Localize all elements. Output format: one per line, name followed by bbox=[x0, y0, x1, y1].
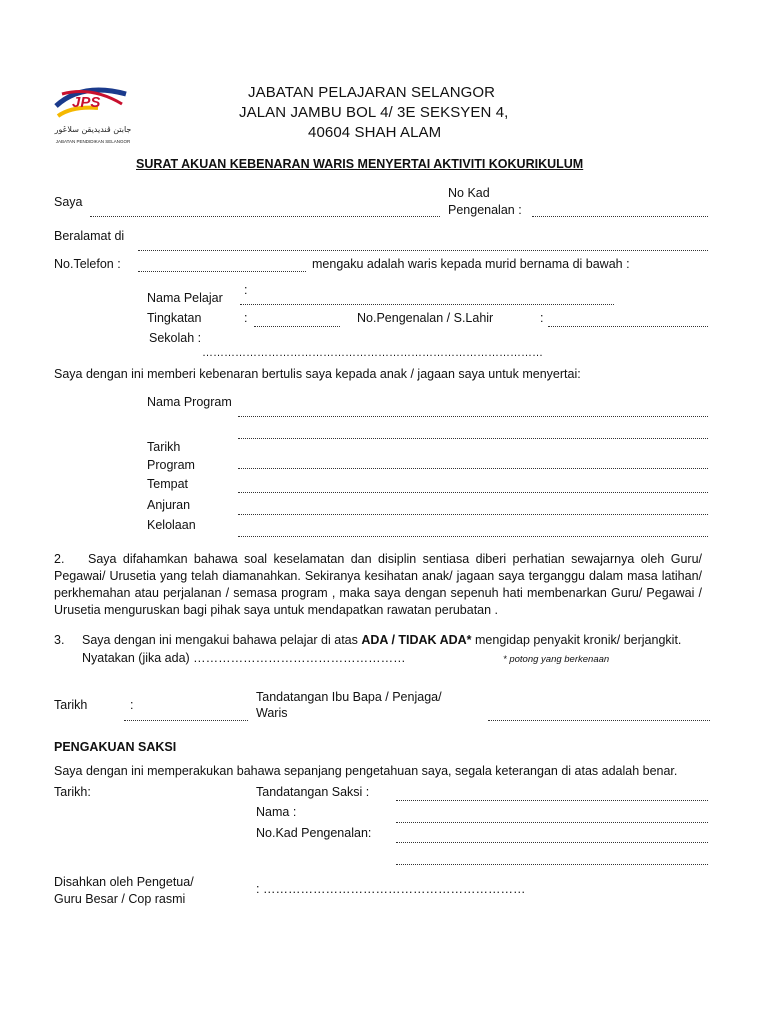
label-no-pengenalan: No.Pengenalan / S.Lahir bbox=[357, 311, 494, 325]
svg-text:جابتن ڤنديديقن سلاڠور: جابتن ڤنديديقن سلاڠور bbox=[54, 125, 132, 134]
field-alamat[interactable] bbox=[138, 250, 708, 251]
label-tandatangan-1: Tandatangan Ibu Bapa / Penjaga/ bbox=[256, 690, 442, 704]
field-kelolaan[interactable] bbox=[238, 536, 708, 537]
label-nama-program: Nama Program bbox=[147, 395, 232, 409]
label-disahkan-2: Guru Besar / Cop rasmi bbox=[54, 892, 186, 906]
field-anjuran[interactable] bbox=[238, 514, 708, 515]
field-tingkatan[interactable] bbox=[254, 326, 340, 327]
field-tandatangan-saksi[interactable] bbox=[396, 800, 708, 801]
label-witness-tarikh: Tarikh: bbox=[54, 785, 91, 799]
field-saya[interactable] bbox=[90, 216, 440, 217]
label-telefon: No.Telefon : bbox=[54, 257, 121, 271]
colon-tingkatan: : bbox=[244, 311, 248, 325]
field-no-pengenalan[interactable] bbox=[548, 326, 708, 327]
field-kad-saksi-2[interactable] bbox=[396, 864, 708, 865]
label-anjuran: Anjuran bbox=[147, 498, 191, 512]
field-sekolah[interactable]: ………………………………………………………………………………… bbox=[202, 347, 543, 359]
svg-text:JABATAN PENDIDIKAN SELANGOR: JABATAN PENDIDIKAN SELANGOR bbox=[55, 139, 131, 144]
field-nama-pelajar[interactable] bbox=[240, 304, 614, 305]
clause-2 bbox=[54, 551, 702, 619]
label-tandatangan-2: Waris bbox=[256, 706, 288, 720]
label-beralamat: Beralamat di bbox=[54, 229, 125, 243]
label-tarikh: Tarikh bbox=[54, 698, 88, 712]
header-line-1: JABATAN PELAJARAN SELANGOR bbox=[248, 84, 496, 101]
jps-logo-icon bbox=[52, 80, 134, 152]
field-tarikh-program[interactable] bbox=[238, 468, 708, 469]
clause-3-text-a: Saya dengan ini mengakui bahawa pelajar di atas bbox=[82, 633, 362, 647]
label-no-kad: No Kad bbox=[448, 186, 490, 200]
witness-text: Saya dengan ini memperakukan bahawa sepanjang pengetahuan saya, segala keterangan di atas adalah benar. bbox=[54, 764, 678, 778]
colon-nama-pelajar: : bbox=[244, 283, 248, 297]
label-nama-pelajar: Nama Pelajar bbox=[147, 291, 223, 305]
field-nama-program-1[interactable] bbox=[238, 416, 708, 417]
note-potong: * potong yang berkenaan bbox=[503, 654, 610, 665]
clause-3-text-b: mengidap penyakit kronik/ berjangkit. bbox=[471, 633, 682, 647]
field-tempat[interactable] bbox=[238, 492, 708, 493]
label-tempat: Tempat bbox=[147, 477, 188, 491]
label-pengenalan: Pengenalan : bbox=[448, 203, 522, 217]
form-title: SURAT AKUAN KEBENARAN WARIS MENYERTAI AKTIVITI KOKURIKULUM bbox=[136, 157, 584, 171]
text-consent: Saya dengan ini memberi kebenaran bertulis saya kepada anak / jagaan saya untuk menyertai: bbox=[54, 367, 581, 381]
field-disahkan[interactable]: : ……………………………………………………… bbox=[256, 882, 526, 896]
label-tarikh-program: Tarikh bbox=[147, 440, 181, 454]
label-kad-saksi: No.Kad Pengenalan: bbox=[256, 826, 372, 840]
svg-text:JPS: JPS bbox=[72, 94, 101, 111]
label-nama-saksi: Nama : bbox=[256, 805, 297, 819]
text-mengaku: mengaku adalah waris kepada murid bernama di bawah : bbox=[312, 257, 630, 271]
field-kad-saksi-1[interactable] bbox=[396, 842, 708, 843]
colon-no-pengenalan: : bbox=[540, 311, 544, 325]
clause-3-number: 3. bbox=[54, 633, 65, 647]
field-nyatakan[interactable]: Nyatakan (jika ada) …………………………………………… bbox=[82, 651, 406, 665]
witness-heading: PENGAKUAN SAKSI bbox=[54, 740, 177, 754]
header-line-2: JALAN JAMBU BOL 4/ 3E SEKSYEN 4, bbox=[239, 104, 509, 121]
field-nama-program-2[interactable] bbox=[238, 438, 708, 439]
header-line-3: 40604 SHAH ALAM bbox=[308, 124, 442, 141]
label-saya: Saya bbox=[54, 195, 83, 209]
field-nama-saksi[interactable] bbox=[396, 822, 708, 823]
label-tingkatan: Tingkatan bbox=[147, 311, 202, 325]
clause-3-text bbox=[82, 633, 681, 647]
clause-2-text: Saya difahamkan bahawa soal keselamatan dan disiplin sentiasa diberi perhatian sewajarnya oleh Guru/ Pegawai/ Urusetia yang telah diamanahkan. Sekiranya kesihatan anak/ jagaan saya terganggu dalam masa latihan/ perkhemahan atau perjalanan / semasa program , maka saya dengan sepenuh hati membenarkan Guru/ Pegawai / Urusetia menguruskan bagi pihak saya untuk mendapatkan rawatan perubatan . bbox=[54, 552, 702, 617]
label-program: Program bbox=[147, 458, 195, 472]
label-tandatangan-saksi: Tandatangan Saksi : bbox=[256, 785, 370, 799]
clause-2-number: 2. bbox=[54, 552, 65, 566]
field-tarikh[interactable] bbox=[124, 720, 248, 721]
label-kelolaan: Kelolaan bbox=[147, 518, 196, 532]
field-telefon[interactable] bbox=[138, 271, 306, 272]
colon-tarikh: : bbox=[130, 698, 134, 712]
field-tandatangan-waris[interactable] bbox=[488, 720, 710, 721]
label-disahkan-1: Disahkan oleh Pengetua/ bbox=[54, 875, 194, 889]
field-no-kad[interactable] bbox=[532, 216, 708, 217]
ada-tidak-ada-option[interactable]: ADA / TIDAK ADA* bbox=[361, 633, 472, 647]
label-sekolah: Sekolah : bbox=[149, 331, 202, 345]
